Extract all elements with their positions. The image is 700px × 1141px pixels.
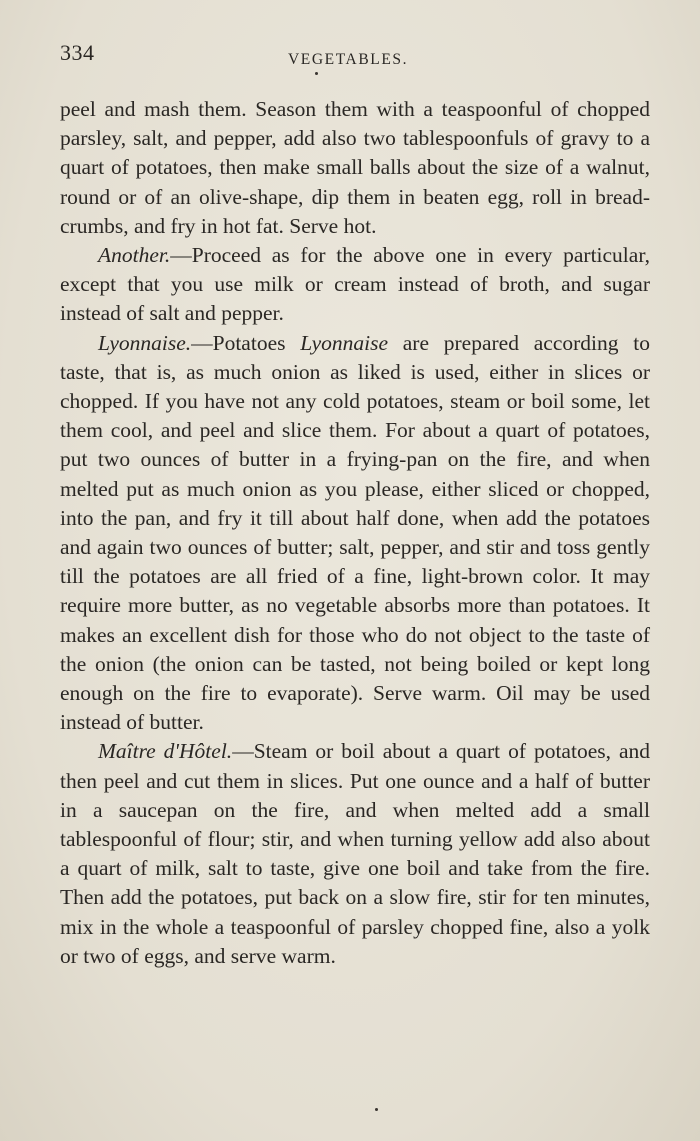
paragraph-lead: Lyonnaise. xyxy=(98,330,192,355)
paragraph-text: are prepared according to taste, that is, as much onion as liked is used, either in slices or chopped. If you have not any cold potatoes, steam or boil some, let them cool, and peel and slice them. For about a quart of potatoes, put two ounces of butter in a frying-pan on the fire, and when melted put as much onion as you please, either sliced or chopped, into the pan, and fry it till about half done, when add the potatoes and again two ounces of butter; salt, pepper, and stir and toss gently till the potatoes are all fried of a fine, light-brown color. It may require more butter, as no vegetable absorbs more than potatoes. It makes an excellent dish for those who do not object to the taste of the onion (the onion can be tasted, not being boiled or kept long enough on the fire to evaporate). Serve warm. Oil may be used instead of butter. xyxy=(60,330,650,735)
italic-term: Lyonnaise xyxy=(300,330,388,355)
paragraph-lead: Another. xyxy=(98,243,171,268)
running-head: VEGETABLES. xyxy=(288,51,409,68)
paragraph-text: —Potatoes xyxy=(191,330,301,355)
paragraph-another xyxy=(60,241,650,329)
ink-speck xyxy=(375,1108,378,1111)
paragraph-continuation xyxy=(60,95,650,241)
paragraph-text: peel and mash them. Season them with a teaspoonful of chopped parsley, salt, and pepper, add also two tablespoonfuls of gravy to a quart of potatoes, then make small balls about the size of a walnut, round or of an olive-shape, dip them in beaten egg, roll in bread-crumbs, and fry in hot fat. Serve hot. xyxy=(60,97,650,238)
body-text xyxy=(60,95,650,971)
page-header xyxy=(60,40,650,70)
paragraph-lyonnaise xyxy=(60,329,650,738)
paragraph-text: —Steam or boil about a quart of potatoes, and then peel and cut them in slices. Put one ounce and a half of butter in a saucepan on the fire, and when melted add a small tablespoonful of flour; stir, and when turning yellow add also about a quart of milk, salt to taste, give one boil and take from the fire. Then add the potatoes, put back on a slow fire, stir for ten minutes, mix in the whole a teaspoonful of parsley chopped fine, also a yolk or two of eggs, and serve warm. xyxy=(60,739,650,968)
ink-speck xyxy=(315,72,318,75)
paragraph-maitre-d-hotel xyxy=(60,737,650,971)
paragraph-lead: Maître d'Hôtel. xyxy=(98,739,233,764)
page-number: 334 xyxy=(60,40,95,65)
paragraph-text: —Proceed as for the above one in every particular, except that you use milk or cream instead of broth, and sugar instead of salt and pepper. xyxy=(60,243,650,326)
